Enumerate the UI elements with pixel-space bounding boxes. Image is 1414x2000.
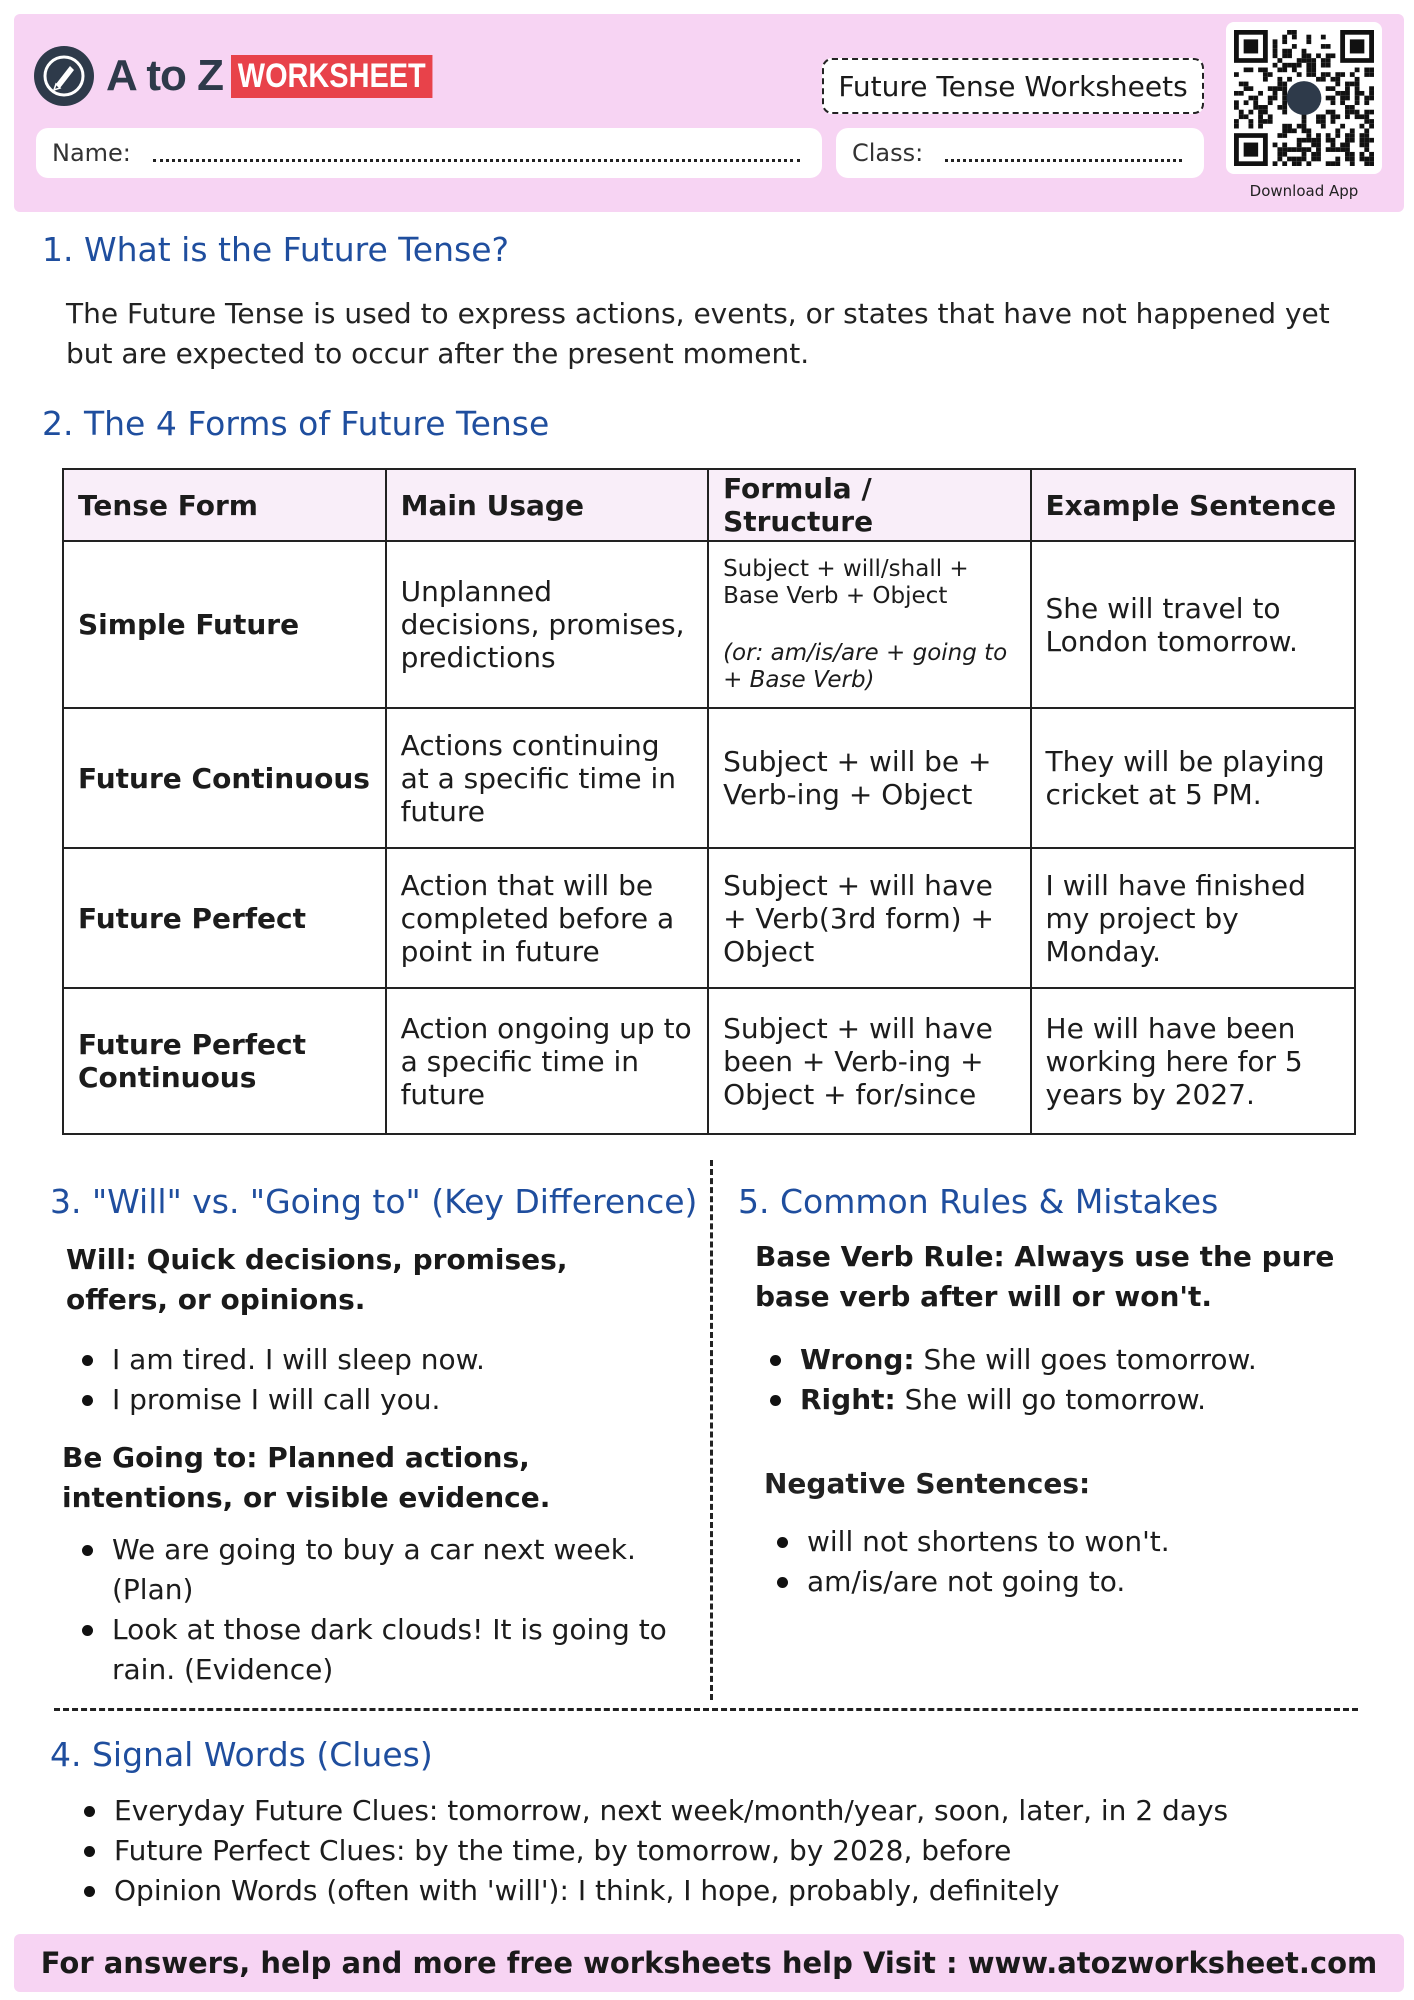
right-label: Right: — [800, 1383, 896, 1416]
tense-form-cell: Future Perfect — [63, 848, 386, 988]
table-row — [63, 848, 1355, 988]
footer-banner — [14, 1934, 1404, 1992]
pen-logo-icon — [34, 46, 94, 106]
base-verb-rule — [755, 1237, 1355, 1317]
table-row — [63, 541, 1355, 708]
name-field[interactable] — [36, 128, 822, 178]
list-item: I promise I will call you. — [112, 1380, 672, 1420]
formula-cell: Subject + will have been + Verb-ing + Object + for/since — [708, 988, 1030, 1134]
column-header: Example Sentence — [1031, 469, 1355, 541]
column-header: Formula / Structure — [708, 469, 1030, 541]
worksheet-title: Future Tense Worksheets — [822, 58, 1204, 114]
formula-cell — [708, 541, 1030, 708]
wrong-example — [800, 1340, 1360, 1380]
right-example — [800, 1380, 1360, 1420]
formula-cell: Subject + will have + Verb(3rd form) + Object — [708, 848, 1030, 988]
usage-cell: Action that will be completed before a point in future — [386, 848, 708, 988]
usage-cell: Unplanned decisions, promises, predictions — [386, 541, 708, 708]
list-item: will not shortens to won't. — [807, 1522, 1357, 1562]
class-line — [945, 144, 1182, 162]
right-text: She will go tomorrow. — [895, 1383, 1207, 1416]
signal-words-list — [114, 1791, 1374, 1911]
list-item: Opinion Words (often with 'will'): I think, I hope, probably, definitely — [114, 1871, 1374, 1911]
logo-text: A to Z — [106, 51, 223, 100]
formula-alt-text: (or: am/is/are + going to + Base Verb) — [723, 639, 1008, 693]
list-item: Look at those dark clouds! It is going to rain. (Evidence) — [112, 1610, 672, 1690]
formula-text: Subject + will/shall + Base Verb + Object — [723, 555, 969, 609]
going-to-examples-list — [112, 1530, 672, 1690]
future-forms-table — [62, 468, 1356, 1135]
negative-sentences-label: Negative Sentences: — [764, 1467, 1091, 1500]
section-1-heading: 1. What is the Future Tense? — [42, 230, 510, 269]
will-usage-label: Will: Quick decisions, promises, offers, or opinions. — [66, 1243, 568, 1316]
negative-list — [807, 1522, 1357, 1602]
wrong-text: She will goes tomorrow. — [914, 1343, 1257, 1376]
list-item: Everyday Future Clues: tomorrow, next week/month/year, soon, later, in 2 days — [114, 1791, 1374, 1831]
formula-cell: Subject + will be + Verb-ing + Object — [708, 708, 1030, 848]
name-label: Name: — [52, 139, 131, 167]
usage-cell: Actions continuing at a specific time in future — [386, 708, 708, 848]
table-header-row — [63, 469, 1355, 541]
section-2-heading: 2. The 4 Forms of Future Tense — [42, 404, 550, 443]
section-5-heading: 5. Common Rules & Mistakes — [738, 1182, 1219, 1221]
wrong-label: Wrong: — [800, 1343, 915, 1376]
horizontal-divider — [54, 1708, 1358, 1711]
rule-examples-list — [800, 1340, 1360, 1420]
list-item: am/is/are not going to. — [807, 1562, 1357, 1602]
usage-cell: Action ongoing up to a specific time in future — [386, 988, 708, 1134]
logo-badge: WORKSHEET — [231, 55, 432, 98]
tense-form-cell: Future Perfect Continuous — [63, 988, 386, 1134]
base-verb-rule-text: Base Verb Rule: Always use the pure base verb after will or won't. — [755, 1240, 1335, 1313]
example-cell: I will have finished my project by Monday. — [1031, 848, 1355, 988]
table-row — [63, 988, 1355, 1134]
list-item: We are going to buy a car next week. (Plan) — [112, 1530, 672, 1610]
footer-text: For answers, help and more free worksheets help Visit : www.atozworksheet.com — [40, 1946, 1378, 1980]
tense-form-cell: Simple Future — [63, 541, 386, 708]
class-label: Class: — [852, 139, 924, 167]
list-item: I am tired. I will sleep now. — [112, 1340, 672, 1380]
table-row — [63, 708, 1355, 848]
qr-code-icon[interactable] — [1226, 22, 1382, 174]
class-field[interactable] — [836, 128, 1204, 178]
name-line — [153, 144, 800, 162]
column-header: Main Usage — [386, 469, 708, 541]
section-3-heading: 3. "Will" vs. "Going to" (Key Difference) — [50, 1182, 698, 1221]
vertical-divider — [710, 1160, 713, 1700]
list-item: Future Perfect Clues: by the time, by tomorrow, by 2028, before — [114, 1831, 1374, 1871]
will-examples-list — [112, 1340, 672, 1420]
tense-form-cell: Future Continuous — [63, 708, 386, 848]
column-header: Tense Form — [63, 469, 386, 541]
going-to-usage-label: Be Going to: Planned actions, intentions, or visible evidence. — [62, 1441, 551, 1514]
example-cell: They will be playing cricket at 5 PM. — [1031, 708, 1355, 848]
section-1-text: The Future Tense is used to express actions, events, or states that have not happened yet but are expected to occur after the present moment. — [66, 297, 1330, 370]
download-app-label: Download App — [1249, 182, 1359, 200]
example-cell: He will have been working here for 5 years by 2027. — [1031, 988, 1355, 1134]
example-cell: She will travel to London tomorrow. — [1031, 541, 1355, 708]
section-4-heading: 4. Signal Words (Clues) — [50, 1735, 433, 1774]
site-logo[interactable] — [34, 36, 468, 116]
